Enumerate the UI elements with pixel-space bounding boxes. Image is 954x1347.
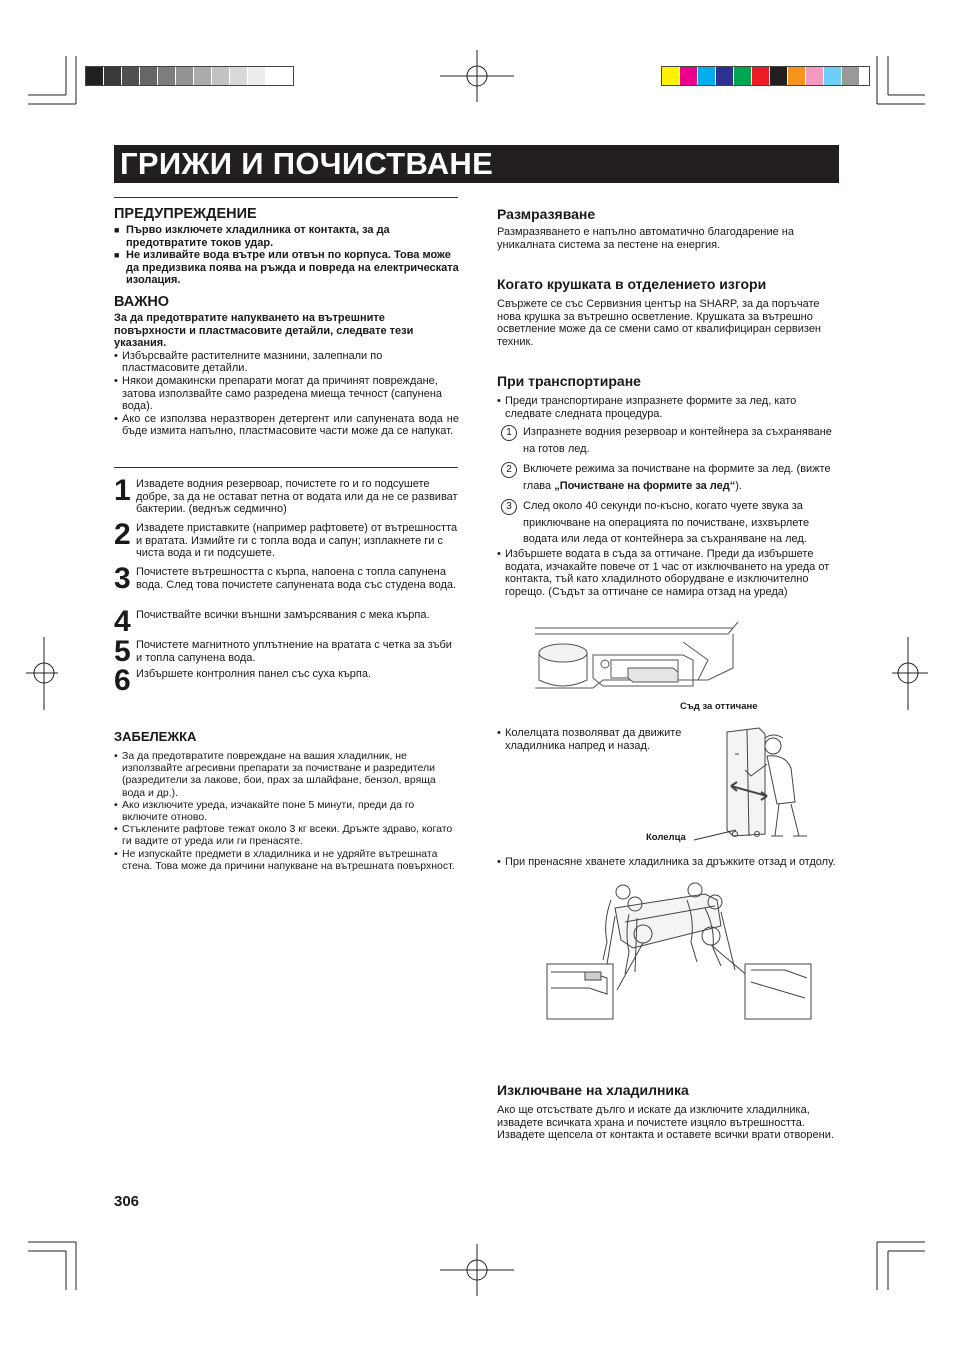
note-item: • За да предотвратите повреждане на вашия хладилник, не използвайте агресивни препарати за почистване и разредители (разредители за лакове, бои, прах за шлайфане, бензол, вряща вода и др.). (114, 750, 436, 799)
cleaning-step: 6 Избършете контролния панел със суха кърпа. (114, 664, 372, 697)
carrying-refrigerator-illustration (545, 882, 815, 1022)
transport-step: 1 Изпразнете водния резервоар и контейнера за съхраняване на готов лед. (501, 424, 839, 457)
important-heading: ВАЖНО (114, 294, 170, 310)
important-section (114, 294, 459, 438)
cleaning-step: 2 Извадете приставките (например рафтовете) от вътрешността и вратата. Измийте ги с топла вода и сапун; изплакнете ги с чиста вода и ги подсушете. (114, 518, 458, 560)
gray-swatch-frame (85, 66, 294, 86)
warning-item: ■ Не изливайте вода вътре или отвън по корпуса. Това може да предизвика поява на ръжда и повреда на електрическата изолация. (114, 249, 459, 287)
note-heading: ЗАБЕЛЕЖКА (114, 729, 197, 744)
wheels-note: • Колелцата позволяват да движите хладилника напред и назад. (497, 727, 682, 752)
important-item: • Ако се използва неразтворен детергент или сапунената вода не бъде измита напълно, пластмасовите части може да се напукат. (114, 412, 459, 438)
shutdown-heading: Изключване на хладилника (497, 1082, 689, 1098)
note-item: • Ако изключите уреда, изчакайте поне 5 минути, преди да го включите отново. (114, 798, 415, 824)
transport-heading: При транспортиране (497, 373, 641, 389)
shutdown-section (497, 1082, 841, 1142)
cleaning-step: 4 Почиствайте всички външни замърсявания с мека кърпа. (114, 605, 430, 638)
page-number: 306 (114, 1193, 140, 1210)
note-item: • Не изпускайте предмети в хладилника и не удряйте вътрешната стена. Това може да причини напукване на вътрешната повърхност. (114, 847, 455, 872)
bulb-section (497, 276, 841, 348)
bulb-text: Свържете се със Сервизния център на SHARP, за да поръчате нова крушка за вътрешно осветление. Крушката за вътрешно осветление може да се смени само от квалифициран сервизен техник. (497, 298, 822, 348)
cleaning-step: 1 Извадете водния резервоар, почистете го и го подсушете добре, за да не остават петна от водата или да не се развиват бактерии. (веднъж седмично) (114, 474, 458, 516)
important-item: • Избърсвайте растителните мазнини, залепнали по пластмасовите детайли. (114, 349, 383, 375)
warning-section (114, 206, 459, 287)
transport-section (497, 373, 839, 552)
note-item: • Стъклените рафтове тежат около 3 кг всеки. Дръжте здраво, когато ги вадите от уреда или ги пренасяте. (114, 823, 453, 848)
warning-heading: ПРЕДУПРЕЖДЕНИЕ (114, 206, 257, 222)
important-intro: За да предотвратите напукването на вътрешните повърхности и пластмасовите детайли, следвате тези указания. (114, 312, 414, 350)
page-title: ГРИЖИ И ПОЧИСТВАНЕ (114, 145, 839, 183)
carry-note: • При пренасяне хванете хладилника за дръжките отзад и отдолу. (497, 856, 836, 868)
divider (114, 467, 458, 468)
wheels-leader-line (690, 826, 740, 846)
cleaning-step: 5 Почистете магнитното уплътнение на вратата с четка за зъби и топла сапунена вода. (114, 635, 452, 668)
wheels-label: Колелца (646, 832, 686, 843)
transport-intro: • Преди транспортиране изпразнете формите за лед, като следвате следната процедура. (497, 395, 797, 420)
drain-note: • Избършете водата в съда за оттичане. Преди да избършете водата, изчакайте повече от 1 час от изключването на уреда от контакта, тъй като хладилното оборудване е изключително горещо. (Съдът за оттичане се намира отзад на уреда) (497, 548, 830, 598)
transport-step: 2 Включете режима за почистване на формите за лед. (вижте глава „Почистване на формите за лед“). (501, 461, 839, 494)
shutdown-text: Ако ще отсъствате дълго и искате да изключите хладилника, извадете всичката храна и почистете изцяло вътрешността. Извадете щепсела от контакта и оставете всички врати отворени. (497, 1104, 834, 1142)
defrost-heading: Размразяване (497, 206, 596, 222)
divider (114, 197, 458, 198)
important-item: • Някои домакински препарати могат да причинят повреждане, затова използвайте само разредена миеща течност (сапунена вода). (114, 374, 443, 413)
color-swatch-frame (661, 66, 870, 86)
drain-label: Съд за оттичане (680, 701, 758, 712)
defrost-section (497, 206, 839, 251)
bulb-heading: Когато крушката в отделението изгори (497, 276, 767, 292)
cleaning-step: 3 Почистете вътрешността с кърпа, напоена с топла сапунена вода. След това почистете сапунената вода със студена вода. (114, 562, 457, 595)
defrost-text: Размразяването е напълно автоматично благодарение на уникалната система за пестене на енергия. (497, 226, 794, 251)
drain-tray-illustration (533, 620, 743, 695)
warning-item: ■ Първо изключете хладилника от контакта, за да предотвратите токов удар. (114, 224, 390, 249)
note-section (114, 729, 459, 872)
transport-step: 3 След около 40 секунди по-късно, когато чуете звука за приключване на операцията по почистване, изхвърлете водата или леда от контейнера за съхраняване на лед. (501, 498, 839, 548)
